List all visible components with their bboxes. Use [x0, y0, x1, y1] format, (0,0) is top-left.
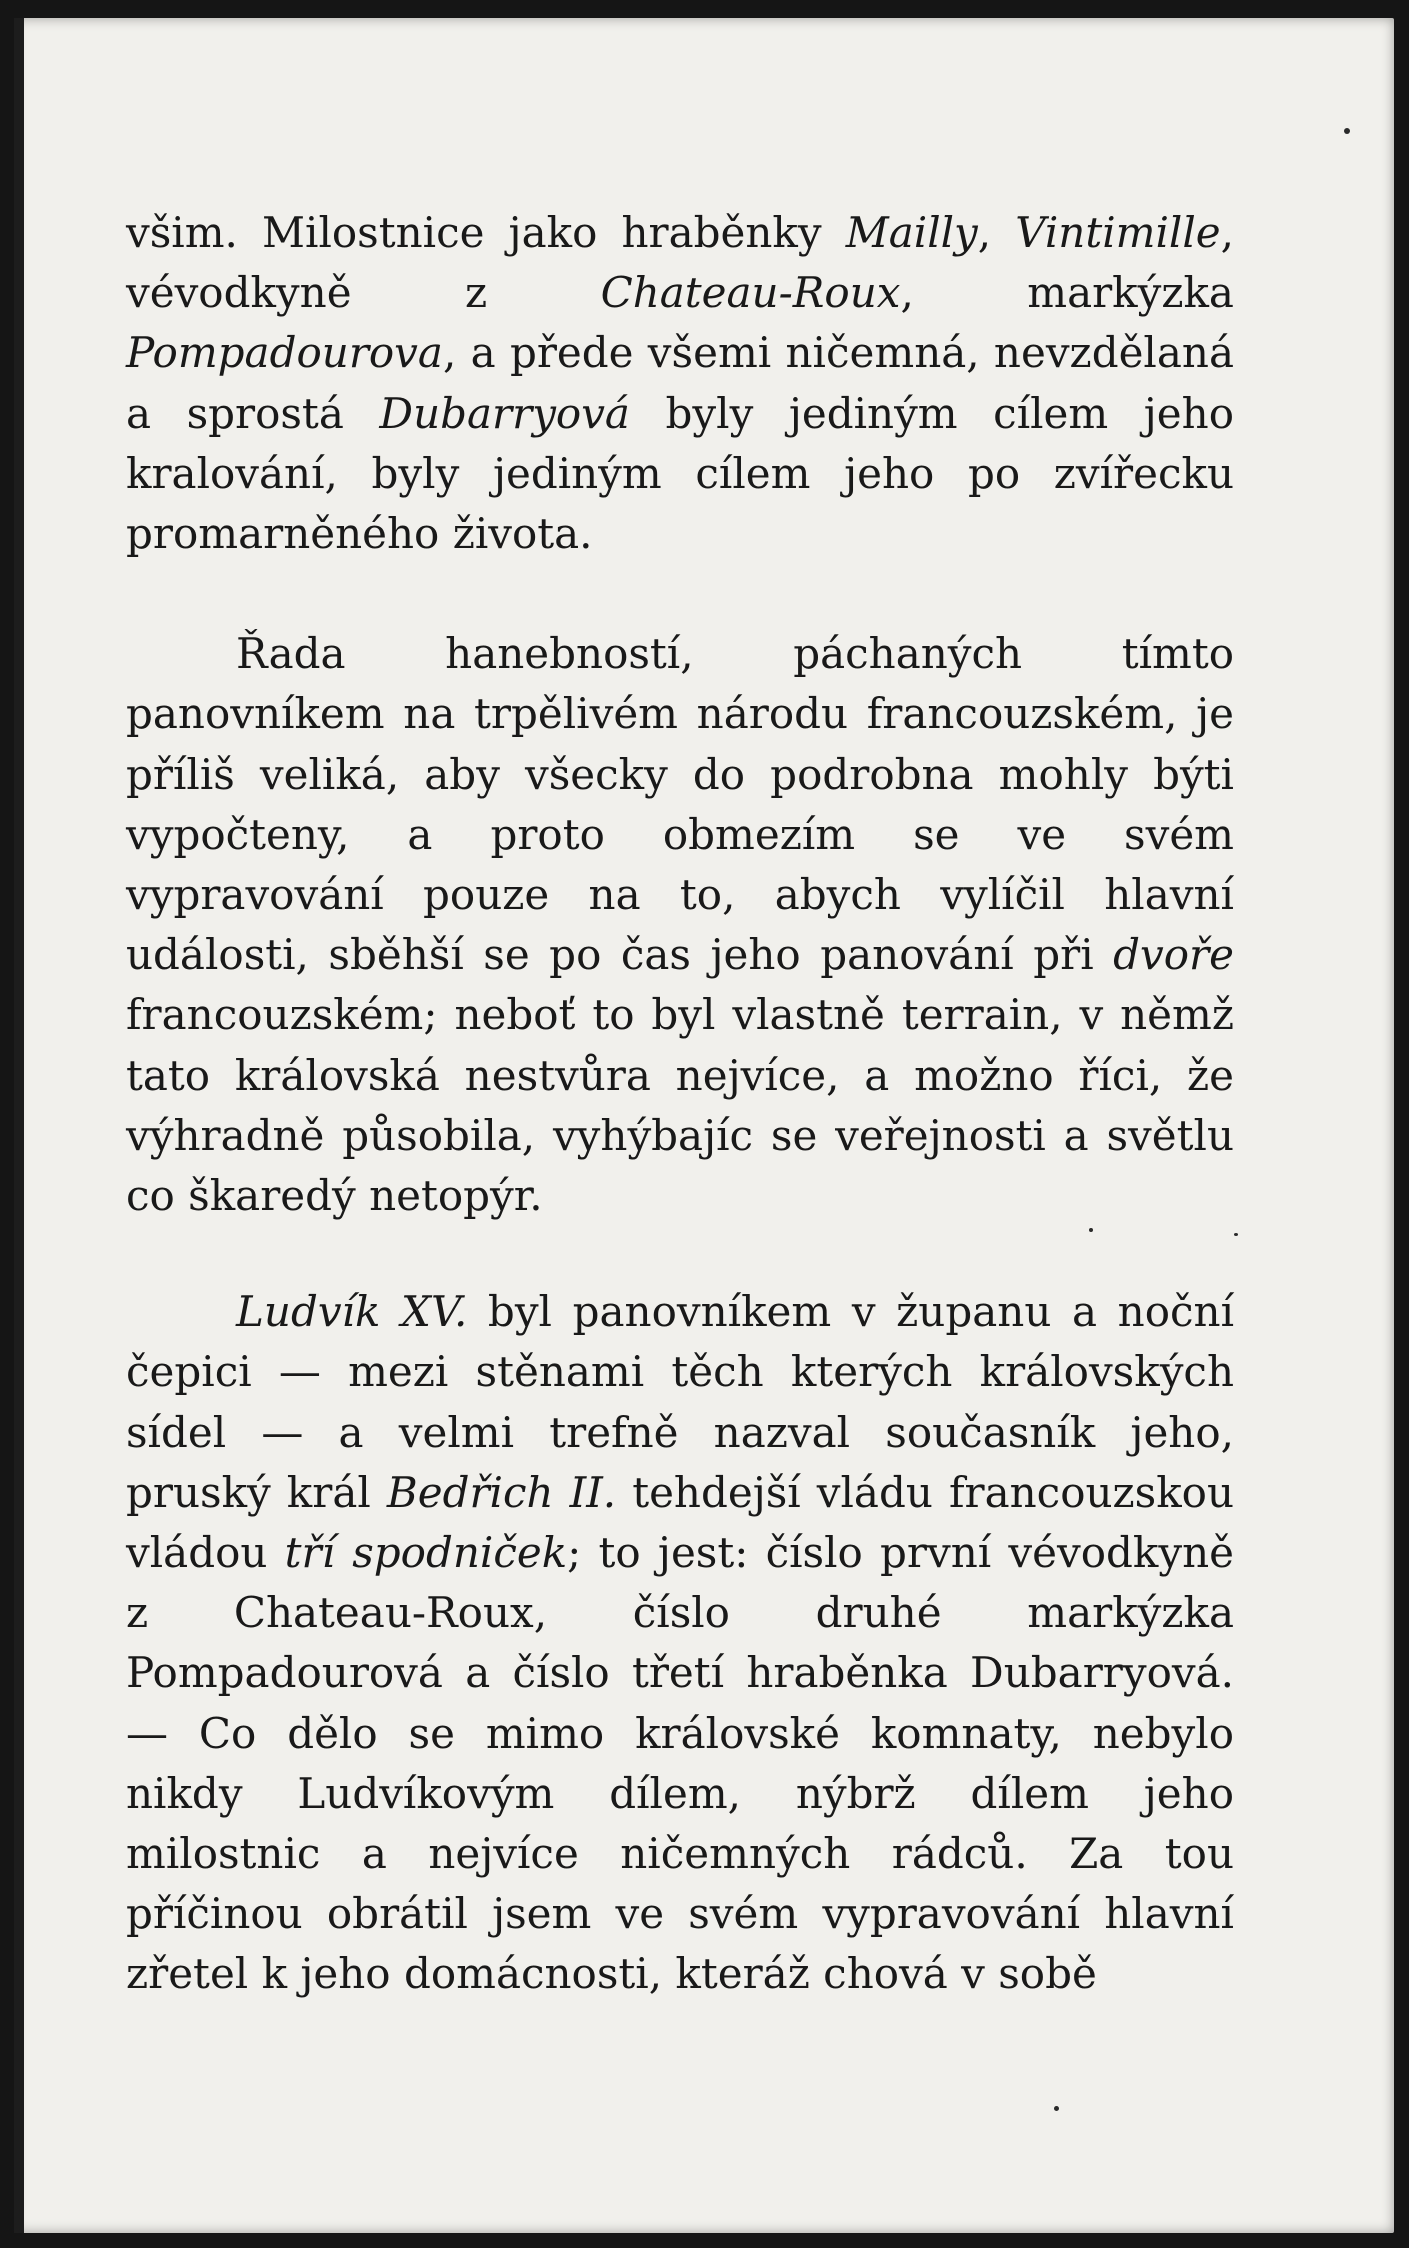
text-run: všim. Milostnice jako hraběnky: [126, 208, 846, 257]
text-run: , vévodkyně z: [126, 208, 1234, 318]
text-run: francouzském; neboť to byl vlastně terrain, v němž tato královská nestvůra nejvíce, a možno říci, že výhradně působila, vyhýbajíc se veřejnosti a světlu co škaredý netopýr.: [126, 990, 1234, 1221]
paragraph-2: [126, 624, 1234, 1226]
text-run: , a přede všemi ničemná, nevzdělaná a sprostá: [126, 328, 1234, 438]
italic-name: Dubarryová: [379, 388, 630, 438]
text-run: ; to jest: číslo první vévodkyně z Chateau-Roux, číslo druhé markýzka Pompadourová a číslo třetí hraběnka Dubarryová. — Co dělo se mimo královské komnaty, nebylo nikdy Ludvíkovým dílem, nýbrž dílem jeho milostnic a nejvíce ničemných rádců. Za tou příčinou obrátil jsem ve svém vypravování hlavní zřetel k jeho domácnosti, kteráž chová v sobě: [126, 1528, 1234, 1999]
italic-name: Mailly: [845, 208, 978, 257]
text-run: Řada hanebností, páchaných tímto panovníkem na trpělivém národu francouzském, je příliš veliká, aby všecky do podrobna mohly býti vypočteny, a proto obmezím se ve svém vypravování pouze na to, abych vylíčil hlavní události, sběhší se po čas jeho panování při: [126, 629, 1234, 980]
italic-word: dvoře: [1113, 930, 1234, 980]
text-run: ,: [977, 208, 1016, 257]
scan-speck: [1344, 128, 1350, 134]
paragraph-3: [126, 1282, 1234, 2004]
italic-phrase: tří spodniček: [284, 1528, 568, 1578]
italic-name: Bedřich II.: [386, 1467, 617, 1517]
scan-speck: [1234, 1233, 1238, 1236]
italic-name: Vintimille: [1015, 208, 1221, 257]
book-page: [14, 18, 1394, 2233]
italic-name: Ludvík XV.: [236, 1287, 468, 1337]
scan-speck: [1054, 2106, 1059, 2111]
text-run: byly jediným cílem jeho kralování, byly jediným cílem jeho po zvířecku promarněného života.: [126, 388, 1234, 559]
italic-name: Pompadourova: [126, 328, 443, 378]
text-run: tehdejší vládu francouzskou vládou: [126, 1467, 1235, 1578]
paragraph-1: [126, 203, 1234, 564]
page-edge-shadow: [14, 18, 24, 2233]
scan-speck: [1089, 1228, 1093, 1232]
italic-name: Chateau-Roux: [600, 268, 901, 318]
page-text: [126, 203, 1234, 2005]
text-run: , markýzka: [900, 268, 1234, 318]
text-run: byl panovníkem v županu a noční čepici — mezi stěnami těch kterých královských sídel — a velmi trefně nazval současník jeho, pruský král: [126, 1287, 1234, 1517]
